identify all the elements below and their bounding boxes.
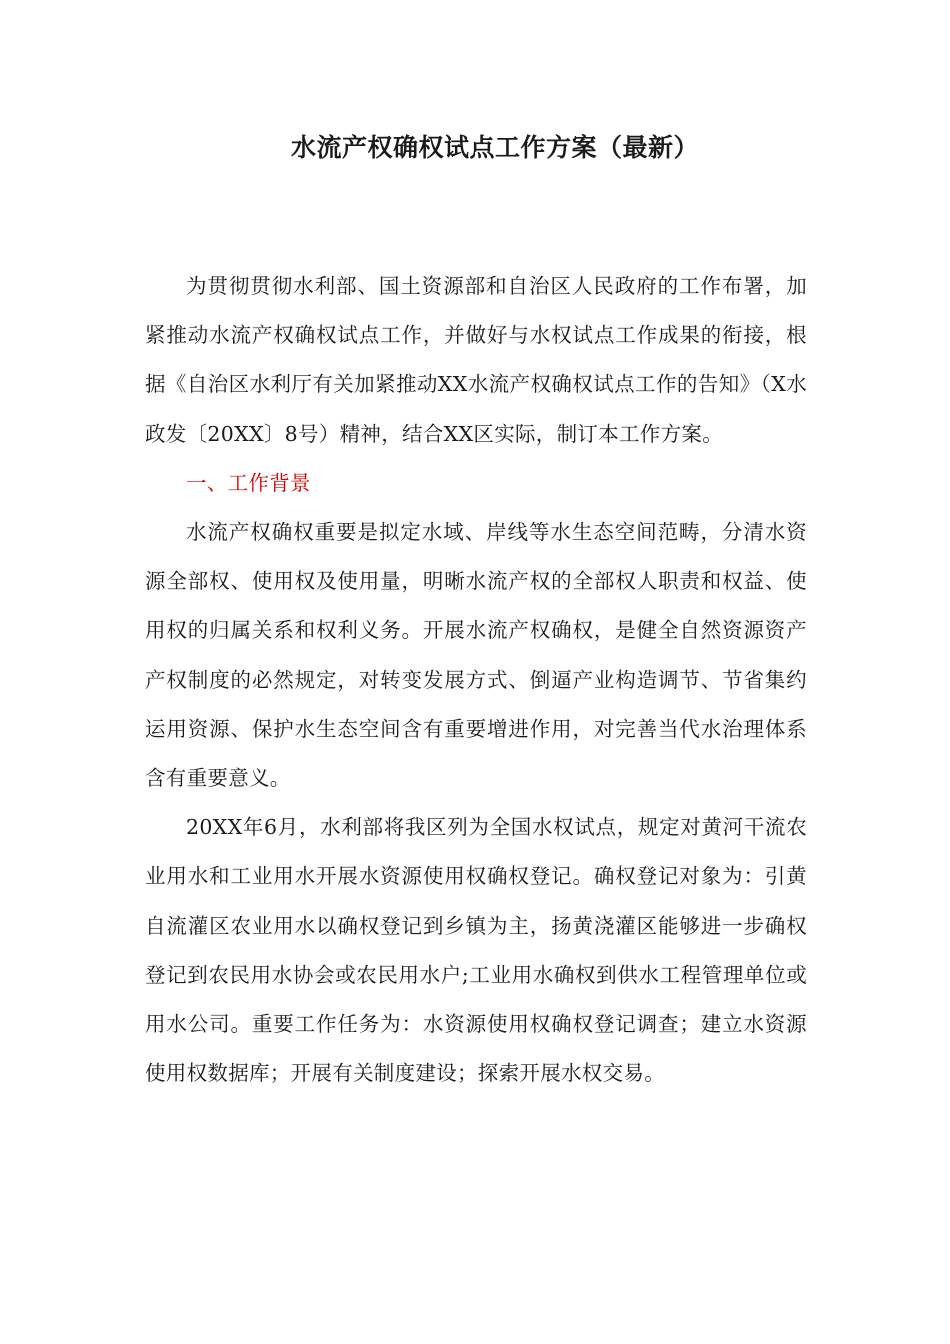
background-paragraph-1: 水流产权确权重要是拟定水域、岸线等水生态空间范畴，分清水资源全部权、使用权及使用量，明晰水流产权的全部权人职责和权益、使用权的归属关系和权利义务。开展水流产权确权，是健全自然资源资产产权制度的必然规定，对转变发展方式、倒逼产业构造调节、节省集约运用资源、保护水生态空间含有重要增进作用，对完善当代水治理体系含有重要意义。 <box>145 520 807 791</box>
background-paragraph-2: 20XX年6月，水利部将我区列为全国水权试点，规定对黄河干流农业用水和工业用水开展水资源使用权确权登记。确权登记对象为：引黄自流灌区农业用水以确权登记到乡镇为主，扬黄浇灌区能够进一步确权登记到农民用水协会或农民用水户;工业用水确权到供水工程管理单位或用水公司。重要工作任务为：水资源使用权确权登记调查；建立水资源使用权数据库；开展有关制度建设；探索开展水权交易。 <box>145 815 807 1086</box>
section-heading-background: 一、工作背景 <box>186 470 311 495</box>
intro-paragraph: 为贯彻贯彻水利部、国土资源部和自治区人民政府的工作布署，加紧推动水流产权确权试点工作，并做好与水权试点工作成果的衔接，根据《自治区水利厅有关加紧推动XX水流产权确权试点工作的告知》（X水政发〔20XX〕8号）精神，结合XX区实际，制订本工作方案。 <box>145 274 807 446</box>
document-title: 水流产权确权试点工作方案（最新） <box>290 133 699 162</box>
document-body <box>145 262 807 1098</box>
